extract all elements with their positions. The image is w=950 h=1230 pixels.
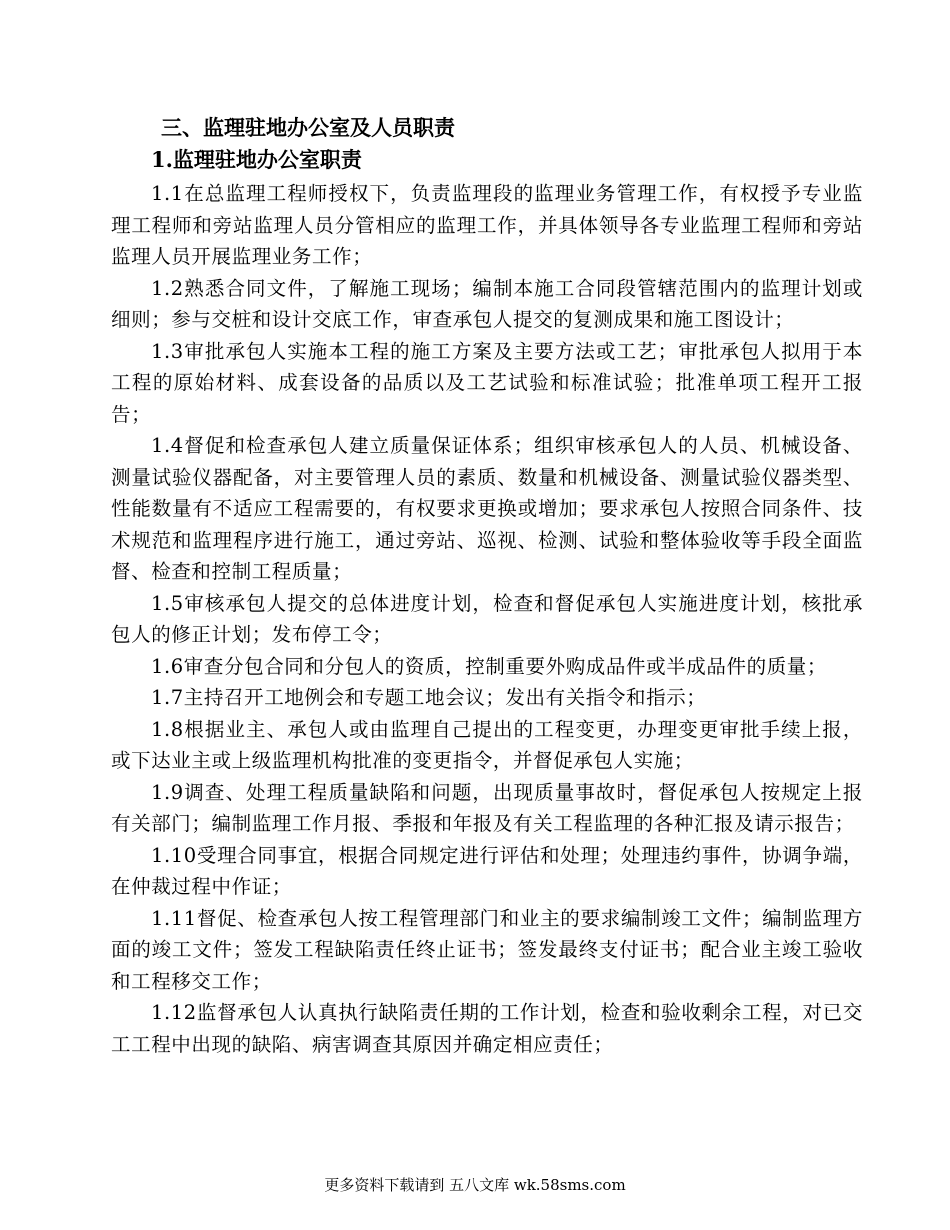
paragraph-1-12: 1.12监督承包人认真执行缺陷责任期的工作计划，检查和验收剩余工程，对已交工工程中出现的缺陷、病害调查其原因并确定相应责任； (111, 1001, 863, 1056)
footer-watermark-text: 更多资料下载请到 五八文库 wk.58sms.com (324, 1176, 626, 1194)
section-title: 三、监理驻地办公室及人员职责 (161, 115, 455, 140)
paragraph-1-6: 1.6审查分包合同和分包人的资质，控制重要外购成品件或半成品件的质量； (151, 654, 828, 678)
paragraph-1-9: 1.9调查、处理工程质量缺陷和问题，出现质量事故时，督促承包人按规定上报有关部门；编制监理工作月报、季报和年报及有关工程监理的各种汇报及请示报告； (111, 780, 863, 835)
paragraph-1-4: 1.4督促和检查承包人建立质量保证体系；组织审核承包人的人员、机械设备、测量试验仪器配备，对主要管理人员的素质、数量和机械设备、测量试验仪器类型、性能数量有不适应工程需要的，有权要求更换或增加；要求承包人按照合同条件、技术规范和监理程序进行施工，通过旁站、巡视、检测、试验和整体验收等手段全面监督、检查和控制工程质量； (111, 434, 863, 583)
paragraph-1-8: 1.8根据业主、承包人或由监理自己提出的工程变更，办理变更审批手续上报，或下达业主或上级监理机构批准的变更指令，并督促承包人实施； (111, 717, 863, 772)
paragraph-1-1: 1.1在总监理工程师授权下，负责监理段的监理业务管理工作，有权授予专业监理工程师和旁站监理人员分管相应的监理工作，并具体领导各专业监理工程师和旁站监理人员开展监理业务工作； (111, 182, 863, 268)
paragraph-1-5: 1.5审核承包人提交的总体进度计划，检查和督促承包人实施进度计划，核批承包人的修正计划；发布停工令； (111, 591, 863, 646)
paragraph-1-2: 1.2熟悉合同文件，了解施工现场；编制本施工合同段管辖范围内的监理计划或细则；参与交桩和设计交底工作，审查承包人提交的复测成果和施工图设计； (111, 276, 863, 331)
document-body (111, 112, 863, 1060)
paragraph-1-7: 1.7主持召开工地例会和专题工地会议；发出有关指令和指示； (151, 686, 707, 709)
subsection-title: 1.监理驻地办公室职责 (151, 147, 362, 172)
paragraph-1-11: 1.11督促、检查承包人按工程管理部门和业主的要求编制竣工文件；编制监理方面的竣工文件；签发工程缺陷责任终止证书；签发最终支付证书；配合业主竣工验收和工程移交工作； (111, 906, 863, 993)
paragraph-1-3: 1.3审批承包人实施本工程的施工方案及主要方法或工艺；审批承包人拟用于本工程的原始材料、成套设备的品质以及工艺试验和标准试验；批准单项工程开工报告； (111, 339, 863, 426)
paragraph-1-10: 1.10受理合同事宜，根据合同规定进行评估和处理；处理违约事件，协调争端，在仲裁过程中作证； (111, 843, 863, 898)
